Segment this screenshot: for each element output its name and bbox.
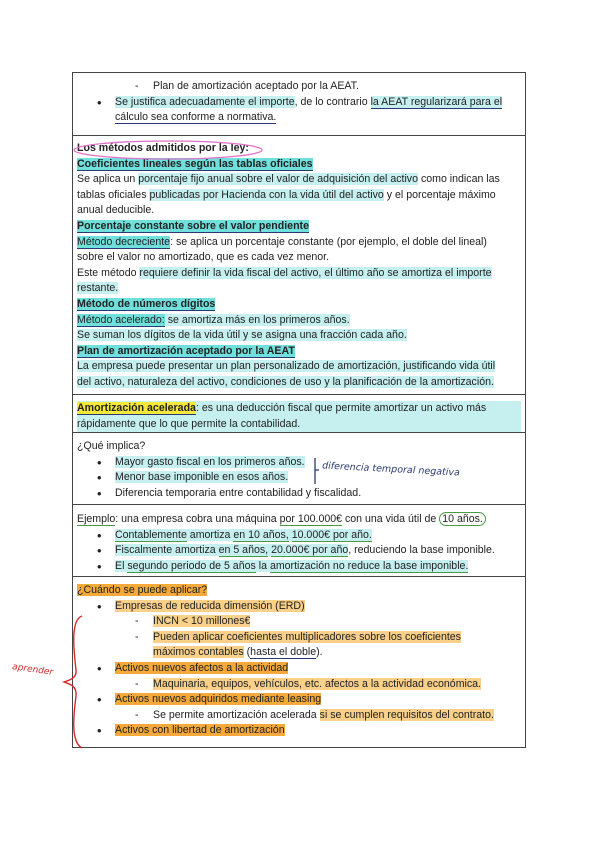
dash-item: [77, 708, 521, 724]
highlight-text: porcentaje fijo anual sobre el valor de adquisición del activo: [138, 173, 418, 186]
text: rápidamente que lo que permite la contabilidad.: [77, 417, 301, 430]
underlined-text: cálculo sea conforme a normativa.: [115, 111, 277, 124]
highlight-text: se amortiza más en los primeros años.: [164, 313, 350, 326]
highlight-text: 20.000€ por año: [271, 544, 349, 557]
dash-item: [77, 677, 521, 693]
highlight-text: INCN < 10 millones€: [153, 615, 251, 628]
box-ejemplo: [73, 505, 525, 577]
highlight-text: Menor base imponible en esos años.: [115, 471, 289, 484]
bullet-item: [77, 486, 521, 502]
section-heading: [77, 142, 249, 154]
highlight-text: El: [115, 559, 128, 572]
text: tablas oficiales: [77, 188, 150, 201]
bullet-item: [77, 661, 521, 677]
dash-text: Plan de amortización aceptado por la AEAT.: [153, 80, 359, 92]
bullet-item: [77, 723, 521, 739]
highlight-text: Se justifica adecuadamente el importe: [115, 95, 295, 108]
text: sobre el valor no amortizado, que es cada vez menor.: [77, 251, 330, 264]
box-plan-aeat: [73, 73, 525, 136]
bullet-item: [77, 559, 521, 575]
highlight-text: Contablemente: [115, 528, 187, 541]
highlight-text: Activos nuevos afectos a la actividad: [115, 661, 289, 674]
highlight-text: requiere definir la vida fiscal del activo, el último año se amortiza el importe: [139, 266, 492, 279]
method-label: Método decreciente: [77, 235, 171, 248]
highlight-text: la: [255, 559, 270, 572]
highlight-text: en 5 años,: [218, 544, 269, 557]
method-label: Método acelerado:: [77, 313, 165, 326]
pink-circle-mark: [71, 138, 271, 162]
circled-text: 10 años.: [439, 512, 486, 526]
dash-item: [77, 630, 521, 661]
highlight-text: del activo, naturaleza del activo, condiciones de uso y la planificación de la amortización.: [77, 375, 494, 388]
term-label: Amortización acelerada: [77, 402, 196, 414]
text: anual deducible.: [77, 204, 155, 217]
text: , reduciendo la base imponible.: [348, 544, 495, 557]
highlight-text: Se suman los dígitos de la vida útil y se asigna una fracción cada año.: [77, 329, 407, 342]
highlight-text: Activos nuevos adquiridos mediante leasing: [115, 693, 322, 706]
highlight-text: 10.000€ por año.: [291, 528, 372, 541]
text: : se aplica un porcentaje constante (por ejemplo, el doble del lineal): [170, 235, 487, 248]
bullet-item: [77, 543, 521, 559]
method-title: Método de números dígitos: [77, 297, 216, 310]
text: Este método: [77, 266, 140, 279]
dash-item: [77, 614, 521, 630]
underlined-text: por 100.000€: [279, 513, 343, 525]
text: Se aplica un: [77, 173, 139, 186]
handwritten-annotation: diferencia temporal negativa: [321, 460, 461, 479]
margin-handwritten-note: aprender: [11, 662, 54, 678]
highlight-text: Activos con libertad de amortización: [115, 724, 285, 737]
text: Se permite amortización acelerada: [153, 708, 320, 721]
text: ).: [316, 646, 323, 659]
highlight-text: amortización no reduce la base imponible.: [269, 559, 469, 572]
box-que-implica: [73, 433, 525, 505]
dash-item: [77, 79, 521, 95]
text: Diferencia temporaria entre contabilidad y fiscalidad.: [115, 486, 362, 499]
highlight-text: publicadas por Hacienda con la vida útil del activo: [149, 188, 384, 201]
highlight-text: Empresas de reducida dimensión (ERD): [115, 599, 305, 612]
bracket-mark: [313, 456, 321, 486]
text: , de lo contrario: [294, 95, 371, 108]
highlight-text: La empresa puede presentar un plan personalizado de amortización, justificando vida útil: [77, 360, 496, 373]
text: (: [243, 646, 251, 659]
method-title: Porcentaje constante sobre el valor pendiente: [77, 219, 309, 232]
box-cuando-aplicar: [73, 577, 525, 747]
highlight-text: restante.: [77, 282, 119, 295]
bullet-item: [77, 95, 521, 126]
text: : es una deducción fiscal que permite amortizar un activo más: [195, 402, 487, 414]
method-title: Plan de amortización aceptado por la AEAT: [77, 344, 295, 357]
bullet-item: [77, 692, 521, 708]
text: como indican las: [418, 173, 500, 186]
highlight-text: máximos contables: [153, 646, 244, 659]
text: con una vida útil de: [342, 513, 440, 525]
highlight-text: si se cumplen requisitos del contrato.: [319, 708, 494, 721]
question-text: ¿Qué implica?: [77, 440, 146, 452]
bullet-item: [77, 599, 521, 615]
question-text: ¿Cuándo se puede aplicar?: [77, 584, 208, 596]
highlight-text: Maquinaria, equipos, vehículos, etc. afectos a la actividad económica.: [153, 677, 482, 690]
text: : una empresa cobra una máquina: [115, 513, 280, 525]
highlight-text: la AEAT regularizará para el: [370, 95, 503, 108]
underlined-text: hasta el doble: [250, 646, 317, 659]
highlight-text: amortiza: [186, 528, 234, 541]
red-brace-mark: [60, 612, 100, 752]
example-label: Ejemplo: [77, 513, 116, 525]
text: y el porcentaje máximo: [383, 188, 496, 201]
highlight-text: Mayor gasto fiscal en los primeros años.: [115, 455, 305, 468]
box-amortizacion-acelerada: [73, 395, 525, 433]
highlight-text: Pueden aplicar coeficientes multiplicadores sobre los coeficientes: [153, 630, 461, 643]
box-metodos: [73, 136, 525, 395]
highlight-text: Fiscalmente amortiza: [115, 544, 219, 557]
heading-text: Los métodos admitidos por la ley:: [77, 142, 249, 154]
highlight-text: en 10 años,: [233, 528, 289, 541]
method-title: Coeficientes lineales según las tablas oficiales: [77, 157, 313, 170]
highlight-text: segundo periodo de 5 años: [127, 559, 256, 572]
notes-frame: [72, 72, 526, 748]
bullet-item: [77, 528, 521, 544]
